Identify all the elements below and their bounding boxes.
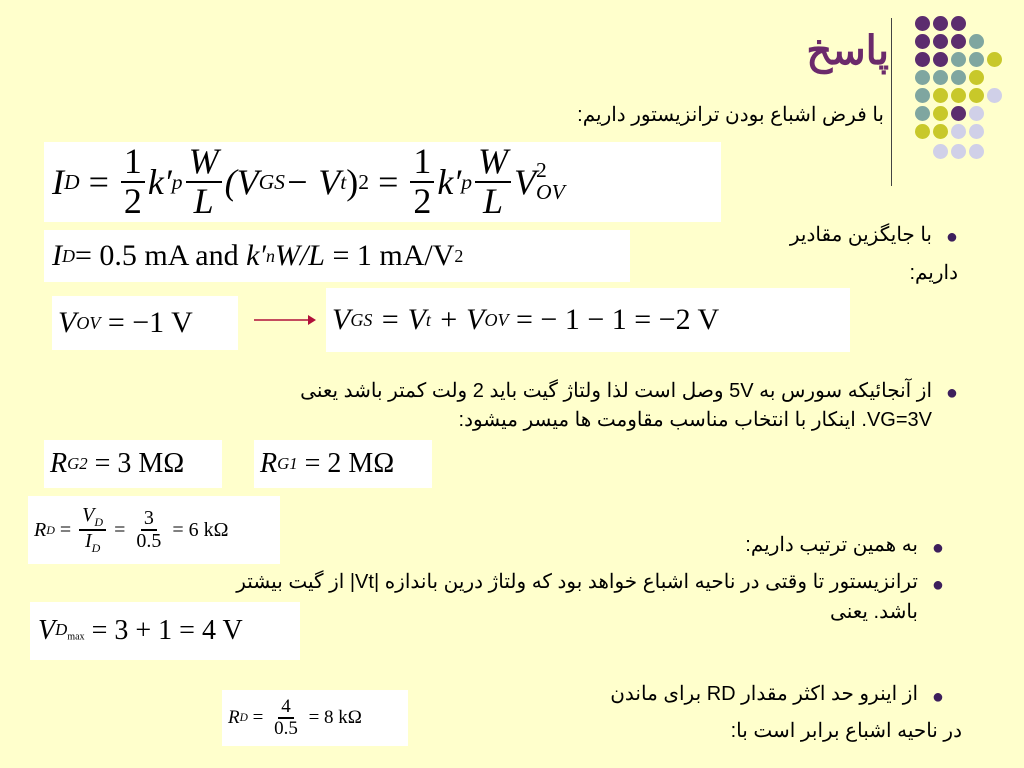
dot — [969, 144, 984, 159]
eq-sub: GS — [350, 309, 373, 330]
eq-symbol: R — [228, 707, 240, 728]
dot — [951, 52, 966, 67]
eq-sub: t — [425, 309, 431, 330]
eq-symbol: + V — [430, 303, 485, 336]
eq-symbol: I — [52, 239, 62, 272]
eq-sub: D — [46, 522, 55, 537]
dot — [933, 16, 948, 31]
eq-sub: D — [62, 245, 75, 266]
eq-sub: p — [461, 169, 473, 194]
equation-rg1 — [254, 440, 432, 488]
eq-sub: OV — [76, 312, 101, 333]
bullet-marker: ● — [931, 574, 944, 596]
eq-op: = — [109, 518, 131, 541]
eq-supsub — [536, 160, 565, 203]
frac-den: 2 — [123, 181, 142, 221]
dot — [951, 16, 966, 31]
eq-sub: D — [94, 515, 104, 530]
eq-op: = — [247, 707, 269, 728]
eq-sub: p — [171, 169, 183, 194]
eq-sub: OV — [536, 180, 565, 204]
eq-symbol: − V — [284, 162, 341, 202]
eq-text: = 1 mA/V — [325, 239, 455, 272]
eq-sup: 2 — [454, 245, 464, 266]
eq-symbol: = V — [372, 303, 426, 336]
dot — [987, 88, 1002, 103]
dot — [987, 52, 1002, 67]
equation-rg2 — [44, 440, 222, 488]
eq-sub: D — [91, 541, 101, 555]
fraction-vd-id — [79, 505, 106, 554]
eq-sub: G1 — [277, 454, 298, 473]
equation-drain-current — [44, 142, 721, 222]
dot — [951, 34, 966, 49]
eq-text: = 3 MΩ — [87, 448, 185, 479]
dot — [915, 34, 930, 49]
frac-den: 0.5 — [136, 530, 162, 552]
dot — [915, 52, 930, 67]
dot — [915, 106, 930, 121]
eq-symbol: I — [84, 530, 92, 552]
frac-den: 0.5 — [274, 718, 298, 739]
dot — [969, 70, 984, 85]
equation-rd-max — [222, 690, 408, 746]
frac-num: 4 — [278, 697, 294, 719]
frac-num: W — [186, 143, 222, 183]
eq-text: = 0.5 mA and — [75, 239, 247, 272]
title-divider-line — [891, 18, 892, 186]
frac-num: 1 — [410, 143, 434, 183]
slide-title: پاسخ — [806, 29, 889, 73]
eq-symbol: R — [34, 518, 47, 541]
eq-text: = 2 MΩ — [297, 448, 395, 479]
bullet-marker: ● — [945, 382, 958, 404]
bullet-5-line-2: در ناحیه اشباع برابر است با: — [730, 720, 962, 742]
frac-num — [79, 505, 106, 531]
eq-op: = — [369, 162, 408, 202]
eq-symbol: k′ — [147, 162, 172, 202]
dot — [915, 70, 930, 85]
dot — [933, 124, 948, 139]
dot — [951, 106, 966, 121]
dot — [969, 34, 984, 49]
eq-symbol: V — [82, 504, 95, 527]
bullet-marker: ● — [945, 226, 958, 248]
dot — [969, 88, 984, 103]
bullet-4-line-1: ترانزیستور تا وقتی در ناحیه اشباع خواهد بود که ولتاژ درین باندازه |Vt| از گیت بیشتر — [236, 571, 918, 593]
arrow-icon — [252, 312, 318, 328]
dot — [915, 88, 930, 103]
dot — [951, 70, 966, 85]
eq-symbol: k′ — [437, 162, 462, 202]
fraction-wl — [186, 143, 222, 221]
dot — [951, 124, 966, 139]
eq-sub: GS — [258, 169, 285, 194]
frac-num: 1 — [121, 143, 145, 183]
frac-den: 2 — [413, 181, 432, 221]
frac-num: W — [475, 143, 511, 183]
eq-sub: D — [239, 712, 248, 724]
eq-text: = −1 V — [100, 306, 193, 339]
eq-symbol: V — [38, 615, 56, 646]
bullet-1-line-2: داریم: — [909, 262, 958, 284]
frac-den: L — [193, 181, 214, 221]
dot — [933, 52, 948, 67]
dot — [969, 52, 984, 67]
dot — [933, 106, 948, 121]
eq-symbol: W/L — [274, 239, 325, 272]
eq-sub: OV — [484, 309, 509, 330]
dot — [933, 70, 948, 85]
dot — [969, 106, 984, 121]
eq-symbol: (V — [224, 162, 259, 202]
eq-text: = 6 kΩ — [167, 518, 229, 541]
equation-given-values — [44, 230, 630, 282]
eq-text: = 8 kΩ — [303, 707, 362, 728]
eq-text: = − 1 − 1 = −2 V — [508, 303, 720, 336]
eq-symbol: ) — [346, 162, 359, 202]
dot — [933, 88, 948, 103]
eq-symbol: I — [52, 162, 64, 202]
dot — [933, 34, 948, 49]
bullet-2-line-1: از آنجائیکه سورس به 5V وصل است لذا ولتاژ گیت باید 2 ولت کمتر باشد یعنی — [300, 380, 932, 402]
eq-symbol: V — [58, 306, 77, 339]
fraction-half — [121, 143, 145, 221]
decorative-dot-grid — [900, 14, 1010, 164]
bullet-4-line-2: باشد. یعنی — [830, 601, 918, 623]
equation-vd-max — [30, 602, 300, 660]
dot — [933, 144, 948, 159]
eq-sub-letter: D — [55, 619, 68, 639]
eq-subsub: max — [67, 631, 85, 643]
frac-den: L — [483, 181, 504, 221]
equation-rd-first — [28, 496, 280, 564]
frac-den — [82, 531, 103, 555]
eq-sub — [55, 620, 84, 642]
bullet-3-text: به همین ترتیب داریم: — [745, 534, 918, 556]
fraction-3-05 — [133, 508, 164, 552]
frac-num: 3 — [141, 508, 157, 531]
bullet-marker: ● — [931, 686, 944, 708]
bullet-2-line-2: VG=3V. اینکار با انتخاب مناسب مقاومت ها میسر میشود: — [458, 409, 932, 431]
eq-symbol: V — [332, 303, 351, 336]
dot — [915, 16, 930, 31]
fraction-half-2 — [410, 143, 434, 221]
fraction-4-05 — [271, 697, 301, 739]
intro-text: با فرض اشباع بودن ترانزیستور داریم: — [577, 104, 884, 126]
dot — [915, 124, 930, 139]
fraction-wl-2 — [475, 143, 511, 221]
eq-symbol: R — [260, 448, 278, 479]
eq-symbol: V — [514, 162, 537, 202]
equation-vov — [52, 296, 238, 350]
eq-sup: 2 — [536, 158, 547, 183]
eq-sub: D — [64, 169, 80, 194]
eq-text: = 3 + 1 = 4 V — [84, 615, 243, 646]
dot — [969, 124, 984, 139]
equation-vgs — [326, 288, 850, 352]
eq-sub: t — [340, 169, 347, 194]
eq-sub: G2 — [67, 454, 88, 473]
bullet-5-line-1: از اینرو حد اکثر مقدار RD برای ماندن — [610, 683, 918, 705]
eq-sup: 2 — [358, 169, 370, 194]
dot — [951, 88, 966, 103]
eq-symbol: k′ — [246, 239, 266, 272]
eq-op: = — [54, 518, 77, 541]
eq-symbol: R — [50, 448, 68, 479]
dot — [951, 144, 966, 159]
eq-sub: n — [265, 245, 275, 266]
bullet-marker: ● — [931, 537, 944, 559]
bullet-1-line-1: با جایگزین مقادیر — [789, 224, 932, 246]
eq-op: = — [79, 162, 118, 202]
